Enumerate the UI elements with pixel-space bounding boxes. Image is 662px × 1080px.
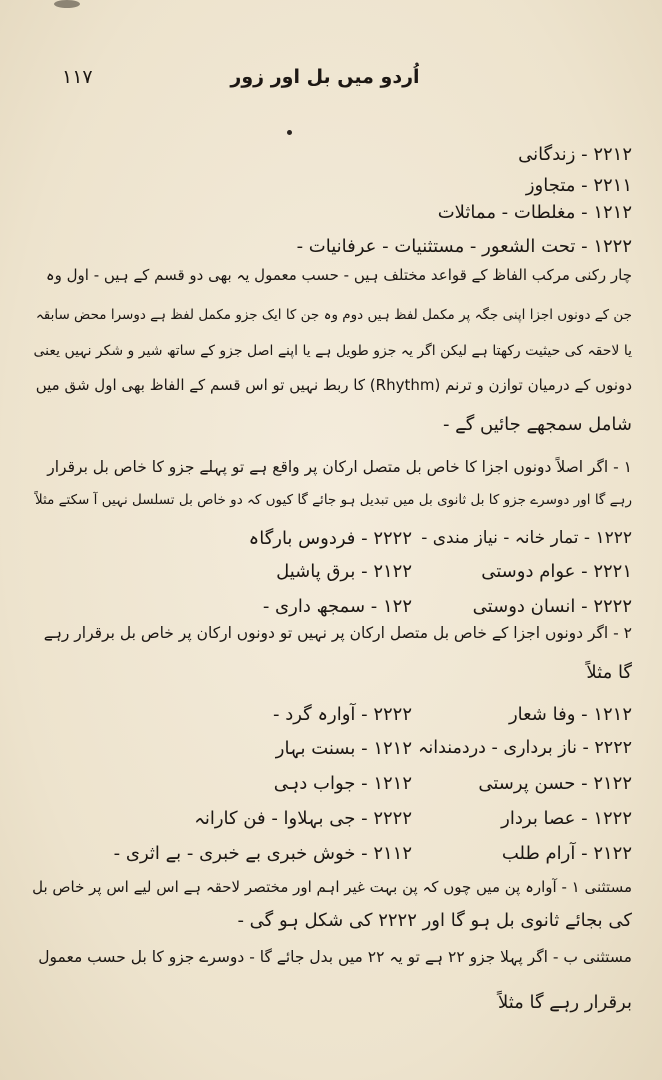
example-item: ۲۱۱۲ - خوش خبری بے خبری - بے اثری - bbox=[113, 843, 412, 864]
example-item: ۲۲۲۲ - آوارہ گرد - bbox=[273, 704, 412, 725]
text-line: شامل سمجھے جائیں گے - bbox=[442, 414, 632, 435]
text-line: ۱ - اگر اصلاً دونوں اجزا کا خاص بل متصل ارکان پر واقع ہے تو پہلے جزو کا خاص بل برقرار bbox=[47, 458, 632, 476]
example-item: ۲۱۲۲ - برق پاشیل bbox=[276, 561, 412, 582]
running-header: اُردو میں بل اور زور bbox=[230, 66, 420, 88]
text-line: دونوں کے درمیان توازن و ترنم (Rhythm) کا ربط نہیں تو اس قسم کے الفاظ بھی اول شق میں bbox=[35, 376, 632, 394]
text-line: رہے گا اور دوسرے جزو کا بل ثانوی بل میں تبدیل ہو جائے گا کیوں کہ دو خاص بل تسلسل نہیں آ سکتے مثلاً bbox=[34, 492, 632, 508]
example-item: ۲۲۲۲ - ناز برداری - دردمندانہ bbox=[418, 738, 632, 758]
text-line: ۱۲۲۲ - تحت الشعور - مستثنیات - عرفانیات - bbox=[296, 236, 632, 257]
example-item: ۲۲۲۲ - جی بہلاوا - فن کارانہ bbox=[194, 808, 412, 829]
ink-dot bbox=[287, 130, 292, 135]
text-line: چار رکنی مرکب الفاظ کے قواعد مختلف ہیں - حسب معمول یہ بھی دو قسم کے ہیں - اول وہ bbox=[45, 266, 632, 284]
text-line: برقرار رہے گا مثلاً bbox=[498, 992, 632, 1013]
text-line: کی بجائے ثانوی بل ہو گا اور ۲۲۲۲ کی شکل ہو گی - bbox=[237, 910, 632, 931]
example-item: ۱۲۱۲ - جواب دہی bbox=[273, 773, 412, 794]
text-line: یا لاحقہ کی حیثیت رکھتا ہے لیکن اگر یہ جزو طویل ہے یا اپنے اصل جزو کے ساتھ شیر و شکر نہیں یعنی bbox=[33, 343, 632, 359]
text-line: گا مثلاً bbox=[586, 662, 632, 683]
ink-smudge bbox=[54, 0, 80, 8]
example-item: ۲۱۲۲ - آرام طلب bbox=[501, 843, 632, 864]
text-line: ۲۲۱۱ - متجاوز bbox=[525, 175, 632, 196]
text-line: جن کے دونوں اجزا اپنی جگہ پر مکمل لفظ ہیں دوم وہ جن کا ایک جزو مکمل لفظ ہے دوسرا محض سابقہ bbox=[35, 307, 632, 323]
text-line: ۲ - اگر دونوں اجزا کے خاص بل متصل ارکان پر نہیں تو دونوں ارکان پر خاص بل برقرار رہے bbox=[43, 624, 632, 642]
example-item: ۲۱۲۲ - حسن پرستی bbox=[478, 773, 632, 794]
example-item: ۱۲۲۲ - تمار خانہ - نیاز مندی - bbox=[421, 528, 632, 548]
text-line: ۱۲۱۲ - مغلطات - مماثلات bbox=[437, 202, 632, 223]
example-item: ۱۲۱۲ - وفا شعار bbox=[508, 704, 632, 725]
example-item: ۱۲۱۲ - بسنت بہار bbox=[275, 738, 412, 759]
text-line: ۲۲۱۲ - زندگانی bbox=[518, 144, 632, 165]
example-item: ۲۲۲۲ - انسان دوستی bbox=[472, 596, 632, 617]
page-number: ۱۱۷ bbox=[62, 66, 93, 88]
example-item: ۱۲۲۲ - عصا بردار bbox=[501, 808, 632, 829]
text-line: مستثنی ۱ - آوارہ پن میں چوں کہ پن بہت غیر اہم اور مختصر لاحقہ ہے اس لیے اس پر خاص بل bbox=[32, 878, 632, 896]
example-item: ۱۲۲ - سمجھ داری - bbox=[262, 596, 412, 617]
example-item: ۲۲۲۲ - فردوس بارگاہ bbox=[248, 528, 412, 549]
example-item: ۲۲۲۱ - عوام دوستی bbox=[481, 561, 632, 582]
text-line: مستثنی ب - اگر پہلا جزو ۲۲ ہے تو یہ ۲۲ میں بدل جائے گا - دوسرے جزو کا بل حسب معمول bbox=[38, 948, 632, 966]
